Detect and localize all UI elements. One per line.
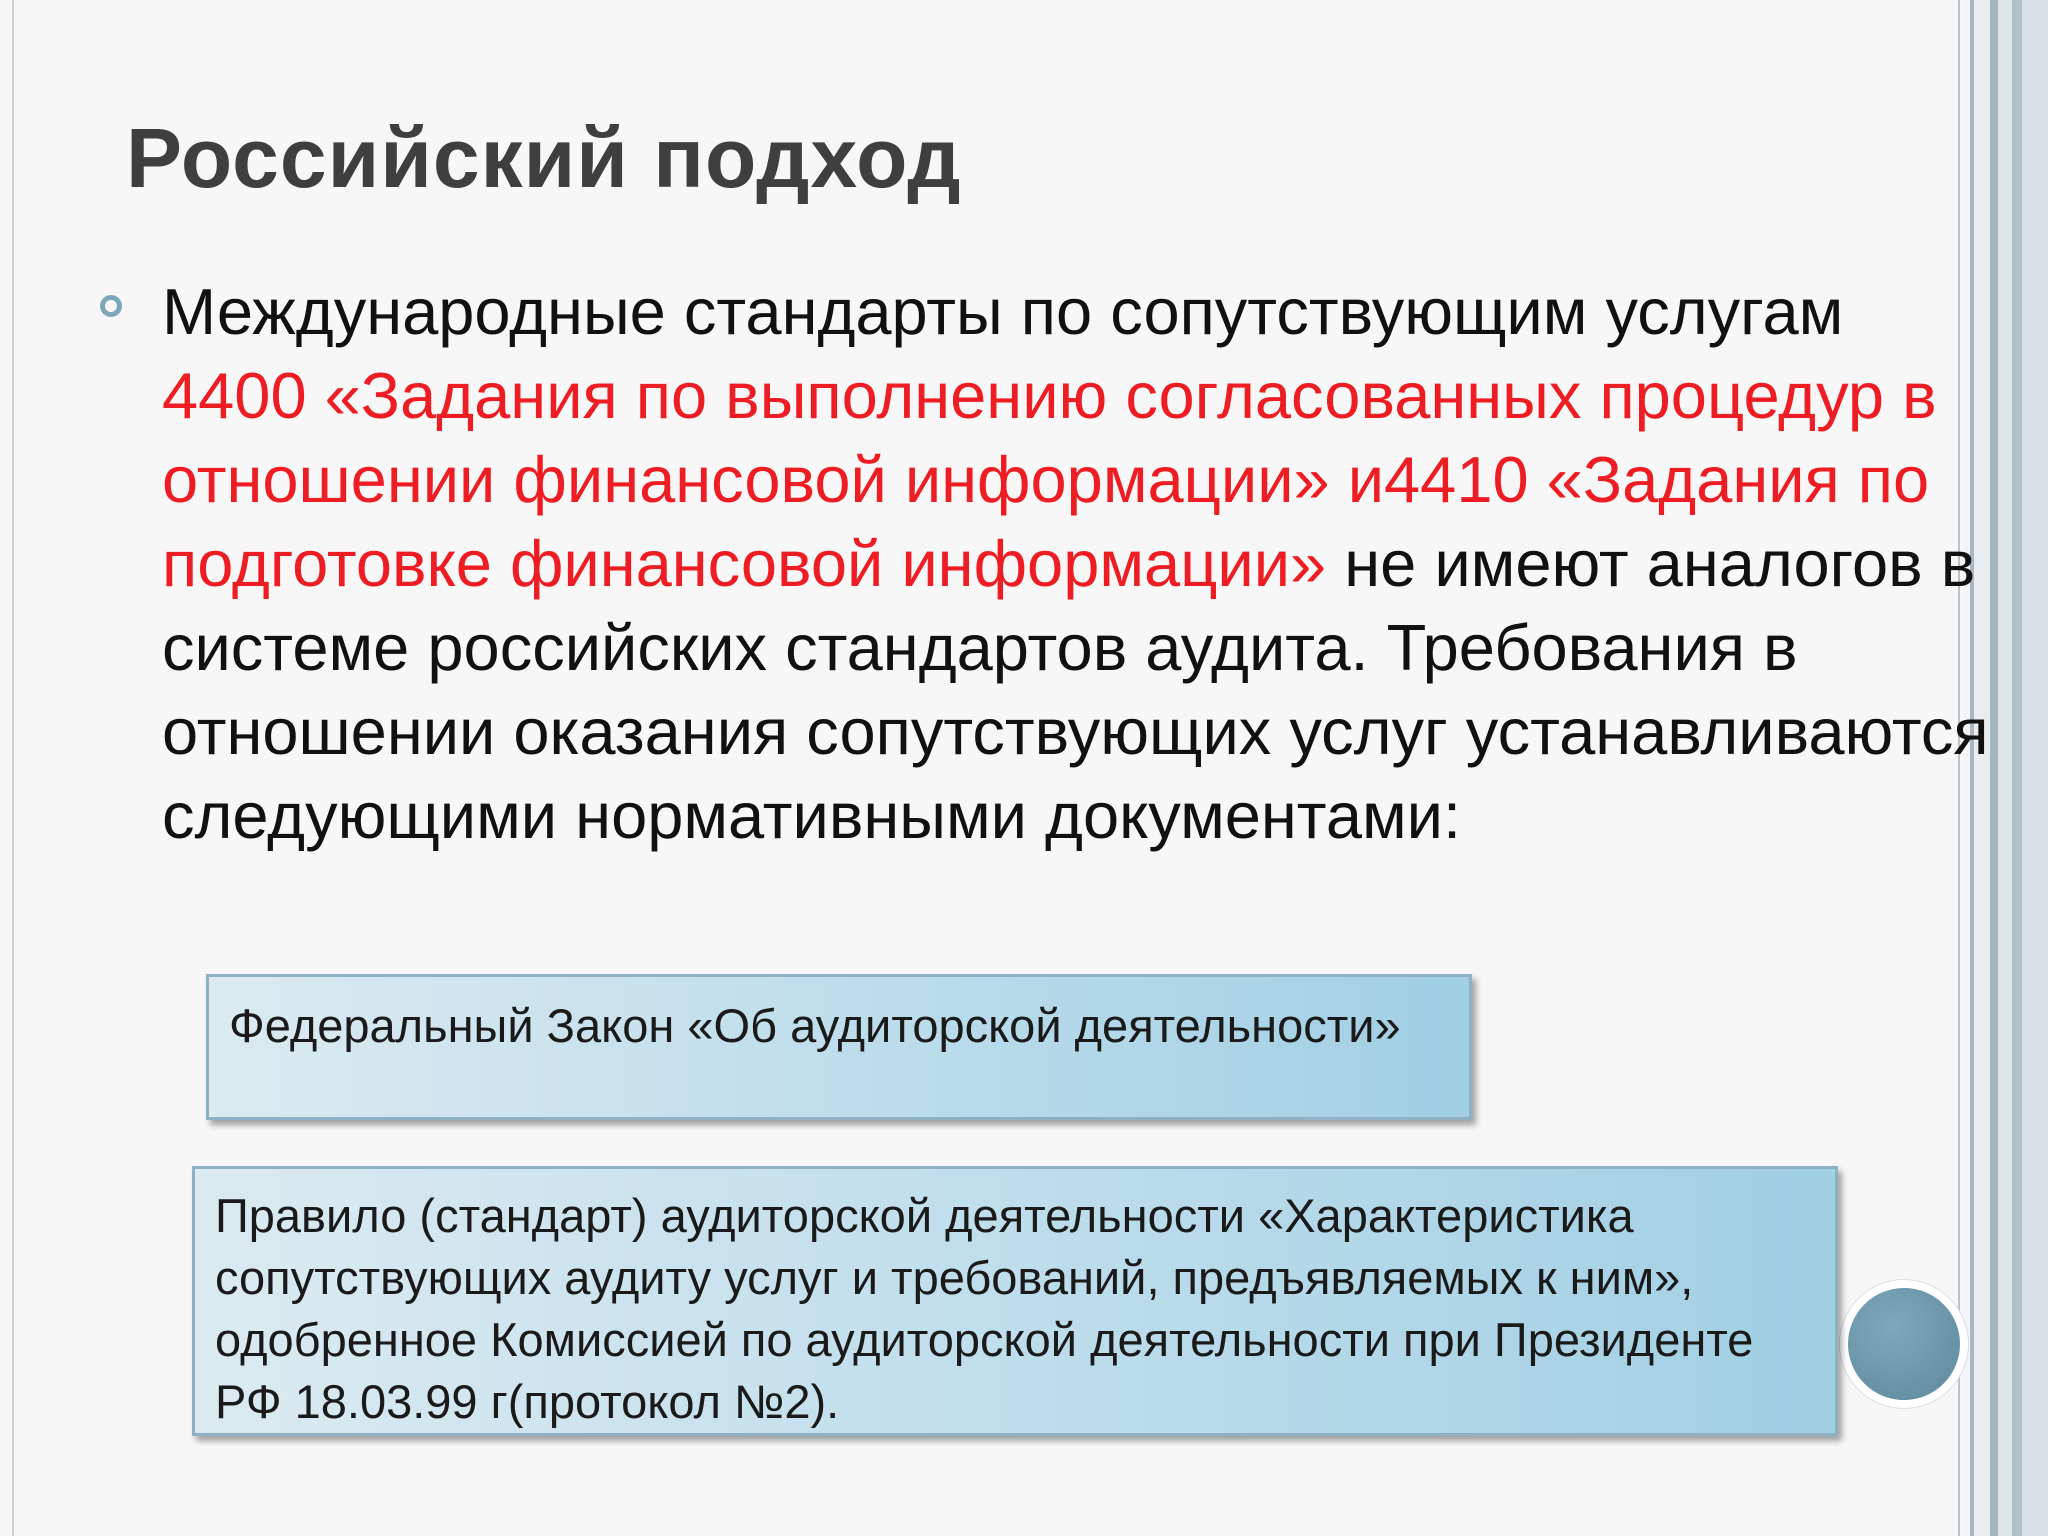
bullet-text [162,270,1992,858]
circle-decoration-icon [1840,1280,1968,1408]
bullet-text-highlight: 4400 «Задания по выполнению согласованных процедур в отношении финансовой информации» и4410 «Задания по подготовке финансовой информации» [162,359,1937,600]
bullet-text-intro: Международные стандарты по сопутствующим услугам [162,275,1844,348]
slide-title: Российский подход [126,111,962,205]
document-box-text: Федеральный Закон «Об аудиторской деятельности» [229,999,1401,1052]
bullet-text-rest: не имеют аналогов в системе российских стандартов аудита. Требования в отношении оказания сопутствующих услуг устанавливаются следующими нормативными документами: [162,527,1989,852]
document-box-text: Правило (стандарт) аудиторской деятельности «Характеристика сопутствующих аудиту услуг и требований, предъявляемых к ним», одобренное Комиссией по аудиторской деятельности при Президенте РФ 18.03.99 г(протокол №2). [215,1189,1754,1428]
document-box-federal-law [206,974,1472,1120]
document-box-audit-rule [192,1166,1838,1436]
hollow-circle-bullet-icon [100,295,122,317]
